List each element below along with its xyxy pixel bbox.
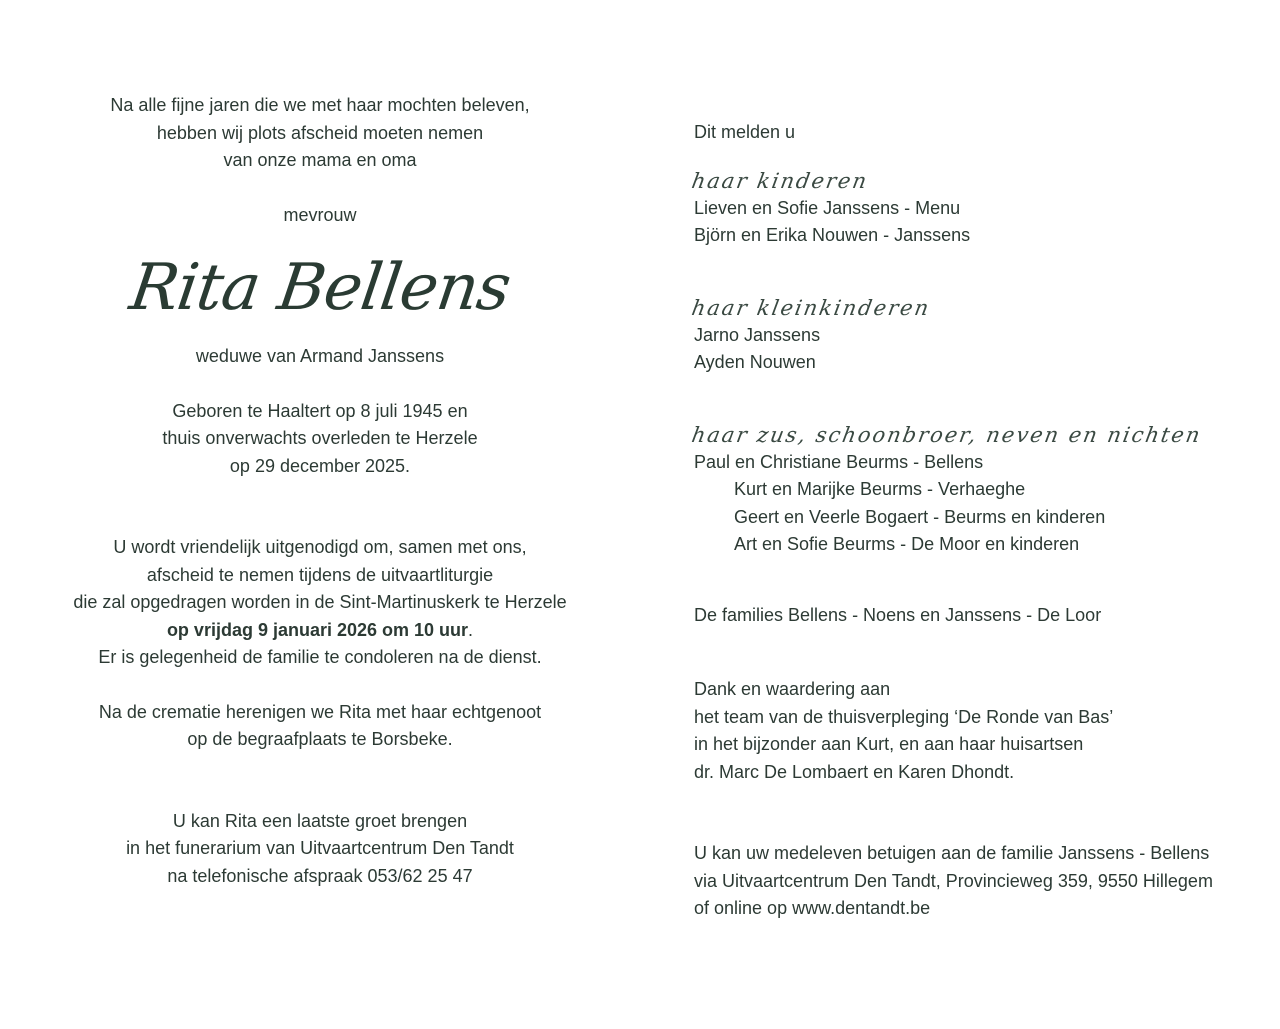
condolence-line: of online op www.dentandt.be	[694, 898, 931, 918]
intro-line: Na alle fijne jaren die we met haar mochten beleven,	[110, 95, 530, 115]
child-entry: Björn en Erika Nouwen - Janssens	[694, 225, 971, 245]
thanks-line: dr. Marc De Lombaert en Karen Dhondt.	[694, 761, 1015, 782]
invite-line: afscheid te nemen tijdens de uitvaartliturgie	[146, 564, 494, 585]
cremation-line: Na de crematie herenigen we Rita met haar echtgenoot	[98, 701, 542, 722]
relative-entry: Kurt en Marijke Beurms - Verhaeghe	[734, 479, 1026, 499]
birth-death-line: thuis onverwachts overleden te Herzele	[162, 428, 478, 448]
widow-line: weduwe van Armand Janssens	[195, 346, 445, 366]
invite-line: Er is gelegenheid de familie te condoleren na de dienst.	[98, 647, 542, 667]
grandchild-entry: Ayden Nouwen	[694, 352, 816, 372]
visit-line: na telefonische afspraak 053/62 25 47	[167, 865, 473, 886]
service-date	[40, 617, 600, 645]
grandchildren-heading: haar kleinkinderen	[689, 295, 933, 320]
thanks-line: Dank en waardering aan	[694, 679, 891, 699]
condolence-line: via Uitvaartcentrum Den Tandt, Provincieweg 359, 9550 Hillegem	[694, 870, 1213, 891]
announce-line: Dit melden u	[694, 122, 796, 142]
thanks-line: het team van de thuisverpleging ‘De Ronde van Bas’	[694, 706, 1114, 727]
relative-entry: Geert en Veerle Bogaert - Beurms en kinderen	[734, 506, 1106, 527]
left-column	[40, 92, 600, 890]
birth-death-line: Geboren te Haaltert op 8 juli 1945 en	[172, 400, 468, 421]
visit-line: in het funerarium van Uitvaartcentrum Den Tandt	[126, 838, 514, 858]
service-date-bold: op vrijdag 9 januari 2026 om 10 uur	[166, 619, 469, 640]
right-column	[689, 119, 1254, 923]
invite-line: U wordt vriendelijk uitgenodigd om, samen met ons,	[113, 537, 527, 557]
invite-line: die zal opgedragen worden in de Sint-Martinuskerk te Herzele	[73, 592, 567, 612]
intro-line: hebben wij plots afscheid moeten nemen	[156, 122, 484, 143]
service-date-end: .	[468, 619, 474, 640]
families-line: De families Bellens - Noens en Janssens - De Loor	[694, 604, 1102, 625]
birth-death-line: op 29 december 2025.	[229, 455, 411, 476]
visit-line: U kan Rita een laatste groet brengen	[172, 810, 468, 831]
deceased-name: Rita Bellens	[125, 251, 515, 325]
thanks-line: in het bijzonder aan Kurt, en aan haar huisartsen	[694, 734, 1084, 754]
relatives-heading: haar zus, schoonbroer, neven en nichten	[689, 422, 1204, 447]
children-heading: haar kinderen	[689, 168, 871, 193]
relative-entry: Art en Sofie Beurms - De Moor en kinderen	[734, 534, 1080, 554]
child-entry: Lieven en Sofie Janssens - Menu	[694, 197, 961, 218]
cremation-line: op de begraafplaats te Borsbeke.	[187, 729, 453, 749]
grandchild-entry: Jarno Janssens	[694, 324, 821, 345]
salutation: mevrouw	[283, 204, 357, 225]
intro-line: van onze mama en oma	[223, 150, 417, 170]
condolence-line: U kan uw medeleven betuigen aan de familie Janssens - Bellens	[694, 843, 1210, 863]
relative-entry: Paul en Christiane Beurms - Bellens	[694, 451, 984, 472]
